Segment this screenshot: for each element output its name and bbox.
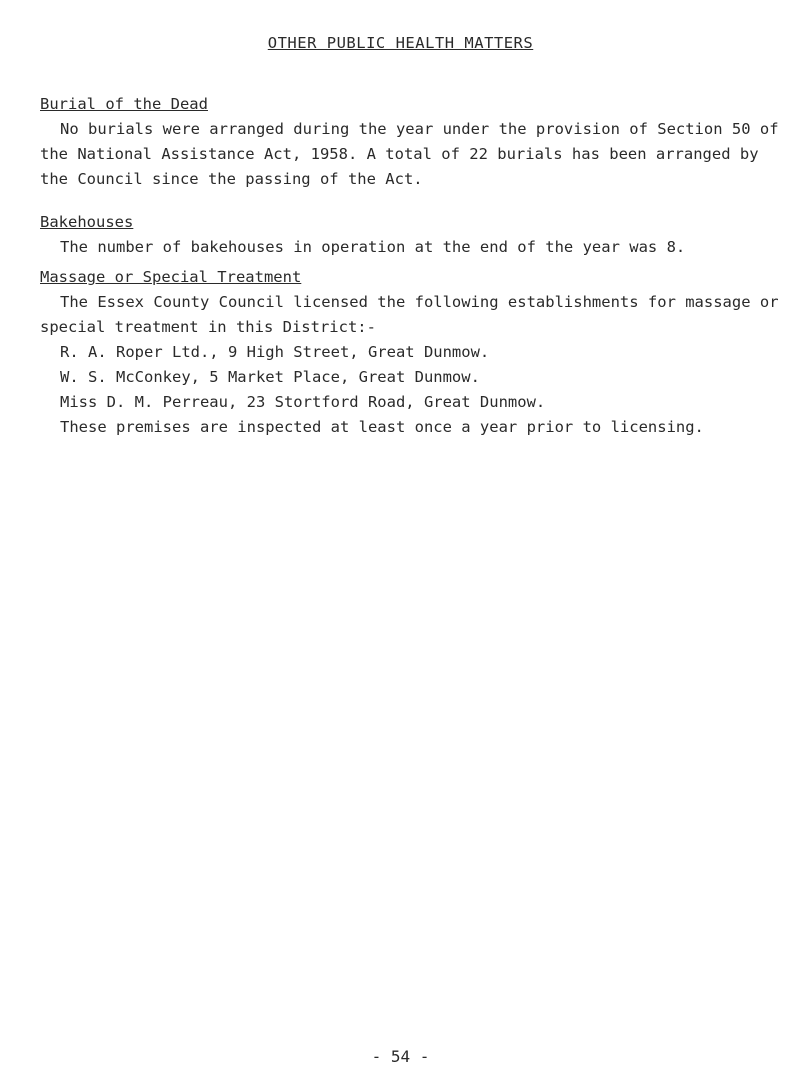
burial-heading: Burial of the Dead [40, 95, 208, 113]
establishment-item: W. S. McConkey, 5 Market Place, Great Dunmow. [60, 368, 480, 386]
establishment-item: R. A. Roper Ltd., 9 High Street, Great Dunmow. [60, 343, 490, 361]
section-massage [40, 265, 780, 440]
establishment-list [40, 340, 780, 415]
section-bakehouses [40, 210, 780, 260]
massage-note: These premises are inspected at least once a year prior to licensing. [60, 418, 704, 436]
massage-intro: The Essex County Council licensed the following establishments for massage or special treatment in this District:- [40, 293, 779, 336]
burial-paragraph: No burials were arranged during the year under the provision of Section 50 of the National Assistance Act, 1958. A total of 22 burials has been arranged by the Council since the passing of the Act. [40, 120, 779, 188]
establishment-item: Miss D. M. Perreau, 23 Stortford Road, Great Dunmow. [60, 393, 546, 411]
page-number: - 54 - [371, 1047, 430, 1066]
bakehouses-heading: Bakehouses [40, 213, 134, 231]
bakehouses-paragraph: The number of bakehouses in operation at the end of the year was 8. [60, 238, 686, 256]
section-burial [40, 92, 780, 192]
massage-heading: Massage or Special Treatment [40, 268, 302, 286]
page-title: OTHER PUBLIC HEALTH MATTERS [267, 34, 534, 52]
